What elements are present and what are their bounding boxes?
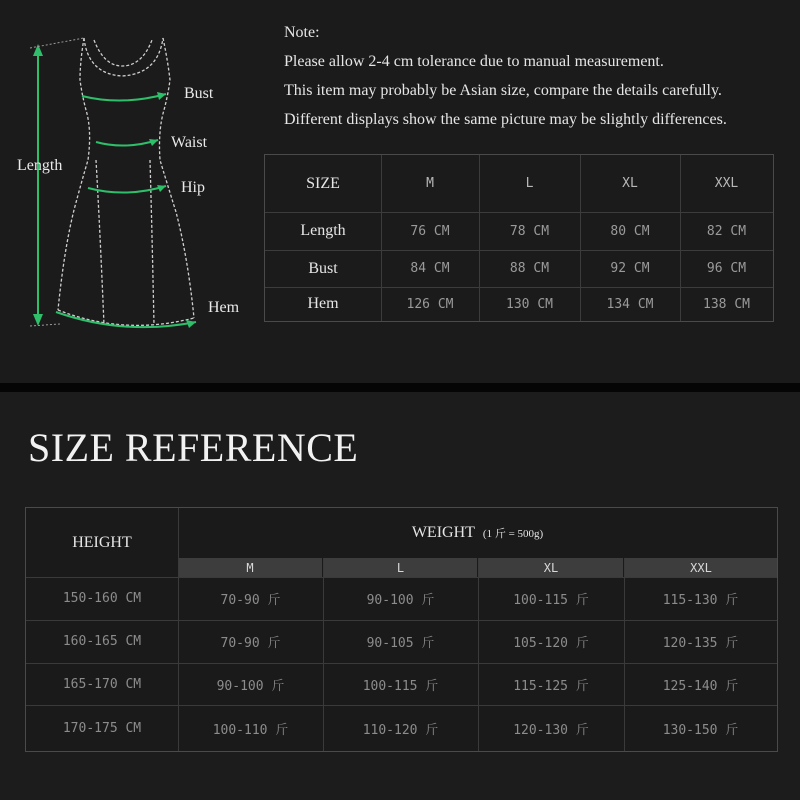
weight-cell: 100-115 斤 bbox=[513, 593, 589, 608]
table-divider bbox=[26, 620, 777, 621]
weight-cell: 115-125 斤 bbox=[513, 678, 589, 694]
section-divider bbox=[0, 383, 800, 392]
table-divider bbox=[26, 577, 777, 578]
table-cell: 80 CM bbox=[610, 223, 650, 239]
weight-cell: 90-100 斤 bbox=[216, 678, 285, 694]
size-header-l: L bbox=[525, 176, 534, 191]
weight-size-xl: XL bbox=[479, 558, 623, 577]
size-table bbox=[264, 154, 774, 322]
note-line-2: This item may probably be Asian size, compare the details carefully. bbox=[284, 82, 722, 99]
note-title: Note: bbox=[284, 24, 320, 41]
length-arrow-head-top bbox=[33, 44, 43, 56]
table-divider bbox=[265, 287, 773, 288]
length-guide-top bbox=[30, 38, 84, 48]
hem-label: Hem bbox=[208, 299, 240, 316]
weight-header-label: WEIGHT bbox=[411, 524, 475, 541]
weight-cell: 130-150 斤 bbox=[662, 722, 739, 738]
table-cell: 96 CM bbox=[706, 261, 747, 276]
table-cell: 92 CM bbox=[610, 261, 650, 276]
weight-cell: 110-120 斤 bbox=[362, 722, 439, 738]
table-divider bbox=[323, 558, 324, 751]
height-cell: 150-160 CM bbox=[62, 591, 142, 606]
hem-arrow-head bbox=[186, 320, 196, 328]
size-table-row bbox=[265, 250, 773, 287]
height-cell: 165-170 CM bbox=[62, 676, 142, 692]
weight-cell: 125-140 斤 bbox=[662, 678, 739, 694]
table-divider bbox=[178, 508, 179, 751]
size-header-m: M bbox=[426, 176, 434, 191]
note-line-1: Please allow 2-4 cm tolerance due to manual measurement. bbox=[284, 53, 664, 70]
table-divider bbox=[265, 212, 773, 213]
weight-cell: 120-135 斤 bbox=[662, 636, 739, 651]
table-cell: 130 CM bbox=[506, 296, 553, 312]
table-row bbox=[26, 577, 777, 620]
table-row bbox=[26, 705, 777, 751]
size-header-xl: XL bbox=[622, 176, 638, 191]
bust-arrow bbox=[82, 94, 166, 101]
hip-label: Hip bbox=[181, 179, 205, 196]
height-cell: 160-165 CM bbox=[62, 634, 142, 649]
table-divider bbox=[26, 705, 777, 706]
weight-cell: 90-105 斤 bbox=[366, 636, 435, 651]
weight-cell: 105-120 斤 bbox=[513, 636, 589, 651]
weight-cell: 100-110 斤 bbox=[212, 722, 289, 738]
table-cell: 76 CM bbox=[410, 223, 450, 239]
row-label-length: Length bbox=[300, 222, 346, 239]
weight-cell: 90-100 斤 bbox=[366, 593, 435, 608]
notes-block bbox=[284, 18, 784, 134]
row-label-bust: Bust bbox=[308, 259, 338, 277]
height-cell: 170-175 CM bbox=[62, 720, 142, 736]
size-reference-title: SIZE REFERENCE bbox=[28, 425, 359, 470]
note-line-3: Different displays show the same picture may be slightly differences. bbox=[284, 111, 727, 128]
table-divider bbox=[580, 155, 581, 321]
table-divider bbox=[479, 155, 480, 321]
table-cell: 134 CM bbox=[606, 296, 654, 312]
table-cell: 78 CM bbox=[509, 223, 550, 239]
length-arrow-head-bottom bbox=[33, 314, 43, 326]
size-header-xxl: XXL bbox=[714, 176, 739, 191]
weight-unit: (1 斤 = 500g) bbox=[482, 528, 544, 540]
size-header: SIZE bbox=[306, 174, 340, 192]
table-row bbox=[26, 663, 777, 705]
weight-size-m: M bbox=[178, 558, 322, 577]
size-table-row bbox=[265, 287, 773, 321]
height-header: HEIGHT bbox=[72, 533, 132, 551]
table-cell: 82 CM bbox=[706, 223, 747, 239]
table-cell: 88 CM bbox=[509, 261, 550, 276]
measure-arrows bbox=[38, 50, 196, 327]
weight-header bbox=[178, 508, 777, 558]
table-divider bbox=[26, 663, 777, 664]
length-label: Length bbox=[17, 157, 63, 174]
table-row bbox=[26, 620, 777, 663]
bust-label: Bust bbox=[184, 85, 214, 102]
waist-label: Waist bbox=[171, 134, 208, 151]
table-divider bbox=[680, 155, 681, 321]
weight-size-xxl: XXL bbox=[625, 558, 777, 577]
hem-arrow bbox=[56, 312, 196, 327]
weight-cell: 100-115 斤 bbox=[362, 678, 439, 694]
table-cell: 126 CM bbox=[406, 296, 454, 312]
weight-cell: 120-130 斤 bbox=[513, 722, 589, 738]
size-reference-table bbox=[25, 507, 778, 752]
table-cell: 138 CM bbox=[703, 296, 750, 312]
bust-arrow-head bbox=[157, 92, 166, 100]
weight-cell: 70-90 斤 bbox=[220, 593, 281, 608]
table-cell: 84 CM bbox=[410, 261, 450, 276]
size-table-row bbox=[265, 212, 773, 250]
hip-arrow bbox=[88, 186, 166, 193]
table-divider bbox=[381, 155, 382, 321]
weight-cell: 70-90 斤 bbox=[220, 636, 281, 651]
length-guide-bottom bbox=[30, 324, 60, 326]
table-divider bbox=[265, 250, 773, 251]
weight-size-l: L bbox=[324, 558, 477, 577]
waist-arrow bbox=[96, 140, 158, 146]
row-label-hem: Hem bbox=[307, 295, 339, 312]
dress-outline bbox=[58, 38, 194, 325]
weight-cell: 115-130 斤 bbox=[662, 593, 739, 608]
table-divider bbox=[624, 558, 625, 751]
table-divider bbox=[478, 558, 479, 751]
size-table-header-row bbox=[265, 155, 773, 212]
